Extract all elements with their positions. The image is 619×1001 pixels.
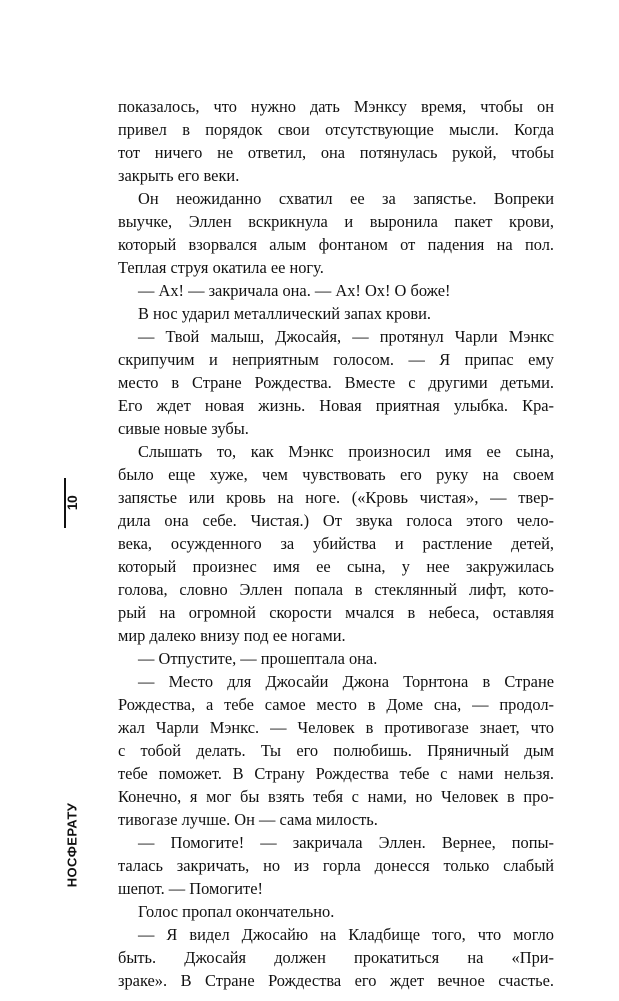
text-line: — Твой малыш, Джосайя, — протянул Чарли Мэнкс — [138, 327, 554, 346]
page-number: 10 — [64, 495, 80, 511]
text-line: который взорвался алым фонтаном от падения на пол. — [118, 235, 554, 254]
text-line: зраке». В Стране Рождества его ждет вечное счастье. — [118, 971, 554, 990]
text-line: Он неожиданно схватил ее за запястье. Вопреки — [138, 189, 554, 208]
text-line: тот ничего не ответил, она потянулась рукой, чтобы — [118, 143, 554, 162]
text-line: выучке, Эллен вскрикнула и выронила пакет крови, — [118, 212, 554, 231]
text-line: — Я видел Джосайю на Кладбище того, что могло — [138, 925, 554, 944]
text-line: Голос пропал окончательно. — [138, 902, 335, 921]
text-line: талась закричать, но из горла донесся только слабый — [118, 856, 554, 875]
text-line: Слышать то, как Мэнкс произносил имя ее сына, — [138, 442, 554, 461]
running-title: НОСФЕРАТУ — [64, 802, 80, 888]
text-line: — Место для Джосайи Джона Торнтона в Стране — [138, 672, 554, 691]
text-line: показалось, что нужно дать Мэнксу время, чтобы он — [118, 97, 554, 116]
text-line: голова, словно Эллен попала в стеклянный лифт, кото- — [118, 580, 554, 599]
text-line: Конечно, я мог бы взять тебя с нами, но Человек в про- — [118, 787, 554, 806]
text-line: Теплая струя окатила ее ногу. — [118, 258, 324, 277]
text-line: дила она себе. Чистая.) От звука голоса этого чело- — [118, 511, 554, 530]
text-line: привел в порядок свои отсутствующие мысли. Когда — [118, 120, 554, 139]
text-line: — Отпустите, — прошептала она. — [138, 649, 378, 668]
body-text-column — [118, 95, 554, 992]
text-line: место в Стране Рождества. Вместе с другими детьми. — [118, 373, 554, 392]
text-line: шепот. — Помогите! — [118, 879, 263, 898]
text-line: В нос ударил металлический запах крови. — [138, 304, 431, 323]
text-line: запястье или кровь на ноге. («Кровь чистая», — твер- — [118, 488, 554, 507]
page-number-marker — [61, 478, 83, 528]
text-line: века, осужденного за убийства и растление детей, — [118, 534, 554, 553]
text-line: закрыть его веки. — [118, 166, 240, 185]
text-line: тебе поможет. В Страну Рождества тебе с нами нельзя. — [118, 764, 554, 783]
running-title-block — [59, 790, 85, 900]
text-line: — Ах! — закричала она. — Ах! Ох! О боже! — [138, 281, 451, 300]
text-line: мир далеко внизу под ее ногами. — [118, 626, 346, 645]
text-line: рый на огромной скорости мчался в небеса, оставляя — [118, 603, 554, 622]
text-line: быть. Джосайя должен прокатиться на «При- — [118, 948, 554, 967]
text-line: Его ждет новая жизнь. Новая приятная улыбка. Кра- — [118, 396, 554, 415]
text-line: который произнес имя ее сына, у нее закружилась — [118, 557, 554, 576]
text-line: сивые новые зубы. — [118, 419, 249, 438]
text-line: жал Чарли Мэнкс. — Человек в противогазе знает, что — [118, 718, 554, 737]
text-line: тивогазе лучше. Он — сама милость. — [118, 810, 378, 829]
text-line: с тобой делать. Ты его полюбишь. Пряничный дым — [118, 741, 554, 760]
text-line: — Помогите! — закричала Эллен. Вернее, попы- — [138, 833, 554, 852]
text-line: было еще хуже, чем чувствовать его руку на своем — [118, 465, 554, 484]
text-line: скрипучим и неприятным голосом. — Я припас ему — [118, 350, 554, 369]
text-line: Рождества, а тебе самое место в Доме сна, — продол- — [118, 695, 554, 714]
